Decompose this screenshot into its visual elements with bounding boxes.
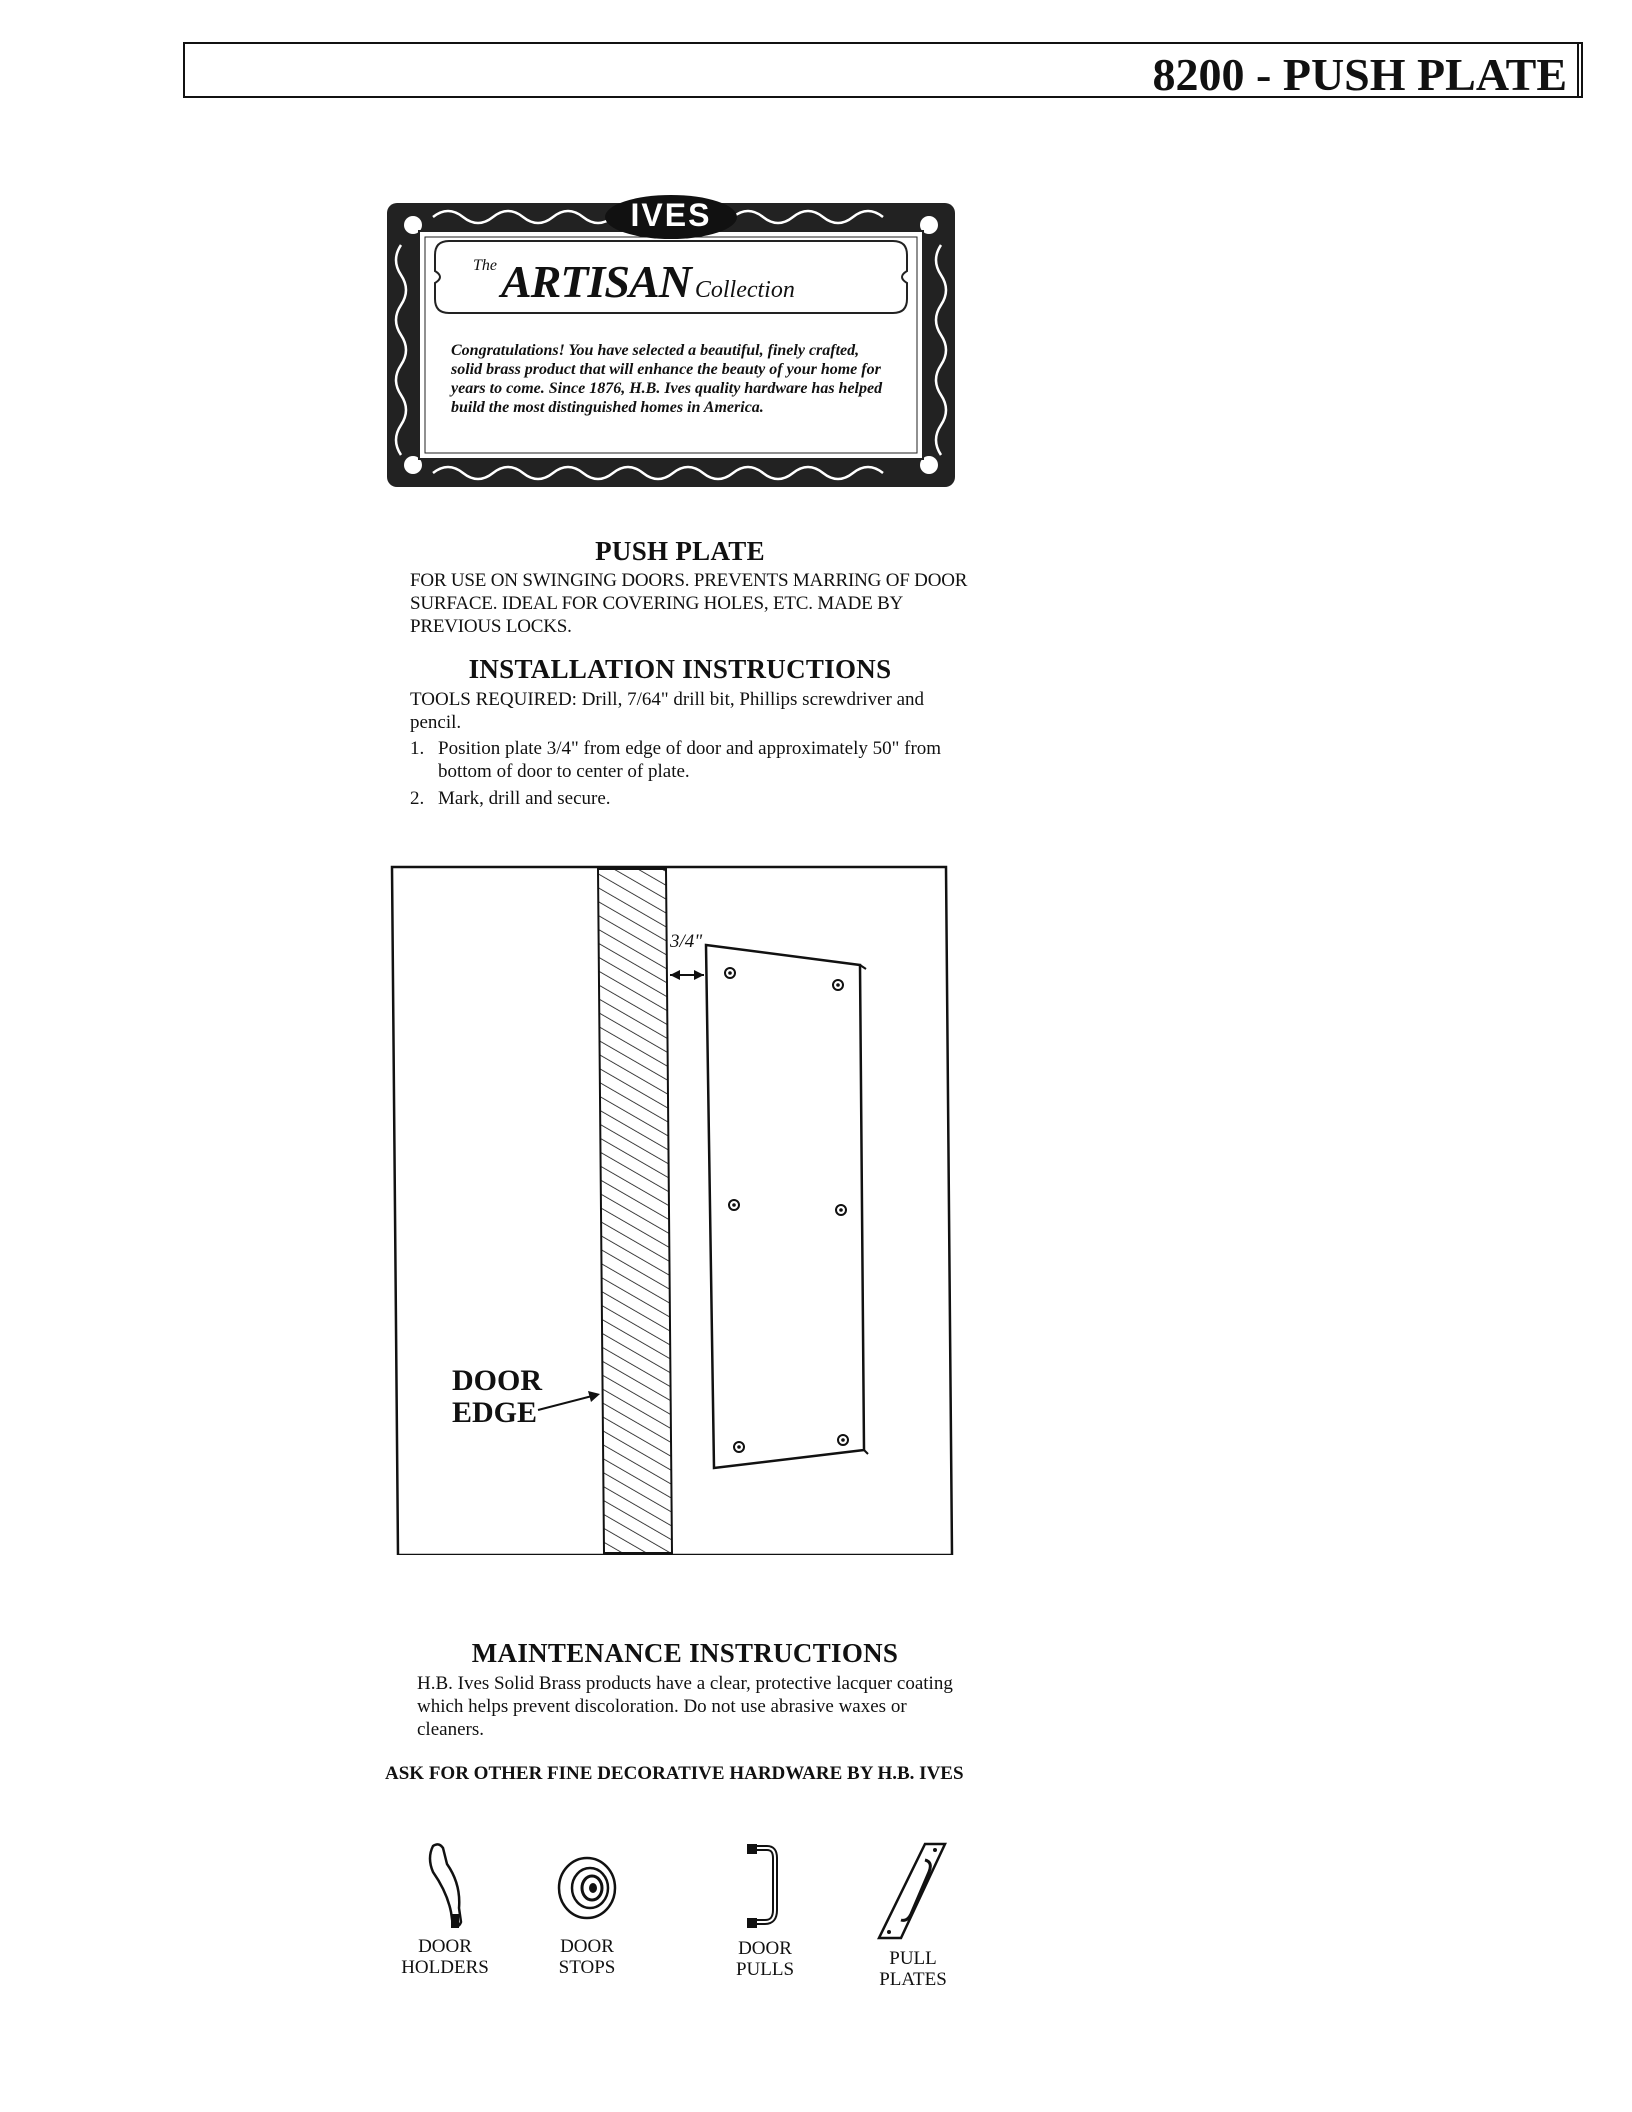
door-stop-icon bbox=[552, 1840, 622, 1930]
ives-brand-text: IVES bbox=[630, 197, 712, 233]
door-edge-label-line1: DOOR bbox=[452, 1364, 542, 1397]
ask-for-hardware-line: ASK FOR OTHER FINE DECORATIVE HARDWARE BY H.B. IVES bbox=[385, 1763, 964, 1784]
product-label-line2: STOPS bbox=[558, 1957, 616, 1978]
step-number: 2. bbox=[410, 788, 425, 809]
tools-required-text: TOOLS REQUIRED: Drill, 7/64" drill bit, Phillips screwdriver and pencil. bbox=[410, 689, 925, 733]
congratulations-message: Congratulations! You have selected a beautiful, finely crafted, solid brass product that will enhance the beauty of your home for years to come. Since 1876, H.B. Ives quality hardware has helped build the most distinguished homes in America. bbox=[451, 342, 883, 416]
installation-steps-list bbox=[410, 737, 970, 814]
product-label-line1: DOOR bbox=[560, 1936, 614, 1957]
offset-dimension-label: 3/4" bbox=[670, 931, 703, 952]
door-holder-icon bbox=[415, 1840, 475, 1930]
product-door-stops bbox=[532, 1840, 642, 1978]
product-label-line2: PULLS bbox=[735, 1959, 795, 1980]
maintenance-text: H.B. Ives Solid Brass products have a clear, protective lacquer coating which helps prevent discoloration. Do not use abrasive waxes or cleaners. bbox=[417, 1673, 953, 1740]
push-plate-description: FOR USE ON SWINGING DOORS. PREVENTS MARRING OF DOOR SURFACE. IDEAL FOR COVERING HOLES, ETC. MADE BY PREVIOUS LOCKS. bbox=[410, 570, 968, 637]
product-label-line2: PLATES bbox=[879, 1969, 947, 1990]
door-edge-label bbox=[452, 1365, 542, 1429]
installation-heading: INSTALLATION INSTRUCTIONS bbox=[468, 654, 892, 684]
collection-name: ARTISAN bbox=[501, 256, 691, 307]
product-label-line1: DOOR bbox=[738, 1938, 792, 1959]
installation-step bbox=[410, 737, 970, 783]
product-label-line1: PULL bbox=[889, 1948, 937, 1969]
door-push-plate-illustration bbox=[390, 865, 955, 1555]
product-door-pulls bbox=[710, 1840, 820, 1980]
step-text: Position plate 3/4" from edge of door and approximately 50" from bottom of door to center of plate. bbox=[438, 738, 942, 782]
collection-suffix: Collection bbox=[694, 277, 795, 303]
installation-step bbox=[410, 787, 970, 810]
installation-diagram bbox=[390, 865, 955, 1555]
product-door-holders bbox=[390, 1840, 500, 1978]
pull-plate-icon bbox=[873, 1840, 953, 1942]
artisan-collection-title bbox=[473, 255, 873, 315]
step-text: Mark, drill and secure. bbox=[438, 788, 611, 809]
header-title-divider bbox=[1577, 44, 1587, 98]
door-edge-strip bbox=[598, 869, 672, 1553]
push-plate-heading: PUSH PLATE bbox=[595, 536, 765, 566]
header-bar bbox=[183, 42, 1583, 98]
product-pull-plates bbox=[858, 1840, 968, 1990]
product-label-line2: HOLDERS bbox=[401, 1957, 489, 1978]
page-title: 8200 - PUSH PLATE bbox=[1152, 49, 1567, 100]
product-label-line1: DOOR bbox=[418, 1936, 472, 1957]
step-number: 1. bbox=[410, 738, 425, 759]
collection-prefix: The bbox=[473, 257, 497, 274]
maintenance-heading: MAINTENANCE INSTRUCTIONS bbox=[471, 1638, 899, 1668]
door-pull-icon bbox=[735, 1840, 795, 1932]
ives-artisan-logo-card bbox=[383, 195, 959, 495]
door-edge-label-line2: EDGE bbox=[452, 1396, 538, 1429]
